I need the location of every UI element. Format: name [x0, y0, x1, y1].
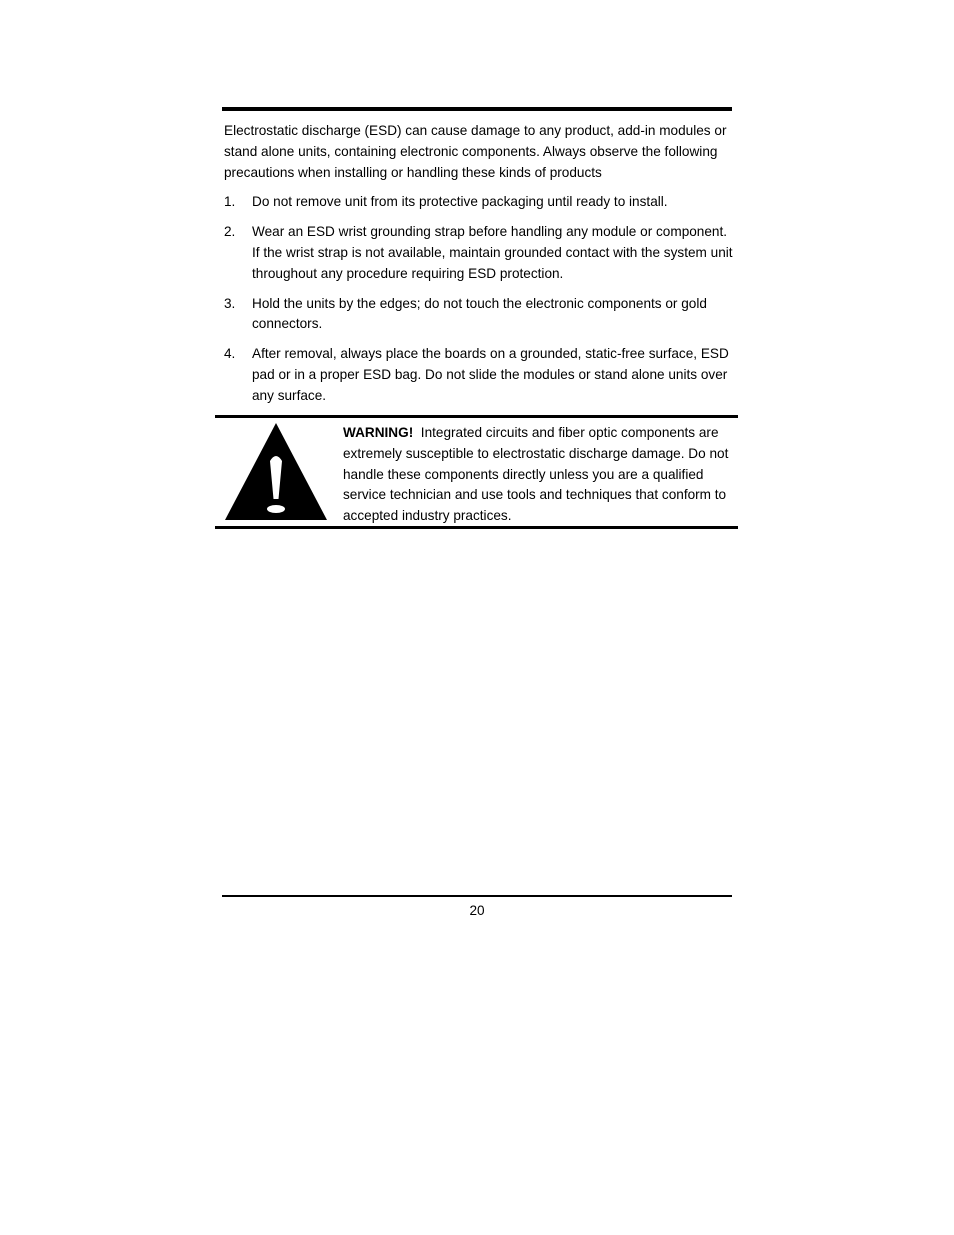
list-number: 3. — [224, 295, 236, 311]
list-item — [224, 344, 734, 406]
esd-section — [224, 121, 734, 416]
list-number: 2. — [224, 224, 236, 240]
list-number: 4. — [224, 346, 236, 362]
warning-box — [215, 415, 738, 529]
warning-triangle-icon — [223, 421, 329, 521]
list-text: Do not remove unit from its protective packaging until ready to install. — [252, 194, 668, 210]
warning-message: Integrated circuits and fiber optic components are extremely susceptible to electrostatic discharge damage. Do not handle these components directly unless you are a qualified service technician and use tools and techniques that conform to accepted industry practices. — [343, 425, 729, 524]
list-text: After removal, always place the boards on a grounded, static-free surface, ESD pad or in a proper ESD bag. Do not slide the modules or stand alone units over any surface. — [252, 346, 729, 403]
warning-text — [343, 423, 733, 527]
list-text: Hold the units by the edges; do not touch the electronic components or gold connectors. — [252, 295, 707, 332]
precautions-list — [224, 192, 734, 406]
list-text: Wear an ESD wrist grounding strap before handling any module or component. If the wrist strap is not available, maintain grounded contact with the system unit throughout any procedure requiring ESD protection. — [252, 224, 733, 281]
list-item — [224, 222, 734, 284]
page-number: 20 — [469, 903, 485, 918]
list-item — [224, 192, 734, 213]
intro-paragraph: Electrostatic discharge (ESD) can cause damage to any product, add-in modules or stand alone units, containing electronic components. Always observe the following precautions when installing or handling these kinds of products — [224, 123, 727, 180]
top-rule — [222, 107, 732, 111]
warning-label: WARNING! — [343, 425, 414, 440]
list-number: 1. — [224, 194, 236, 210]
list-item — [224, 294, 734, 336]
footer-rule — [222, 895, 732, 897]
